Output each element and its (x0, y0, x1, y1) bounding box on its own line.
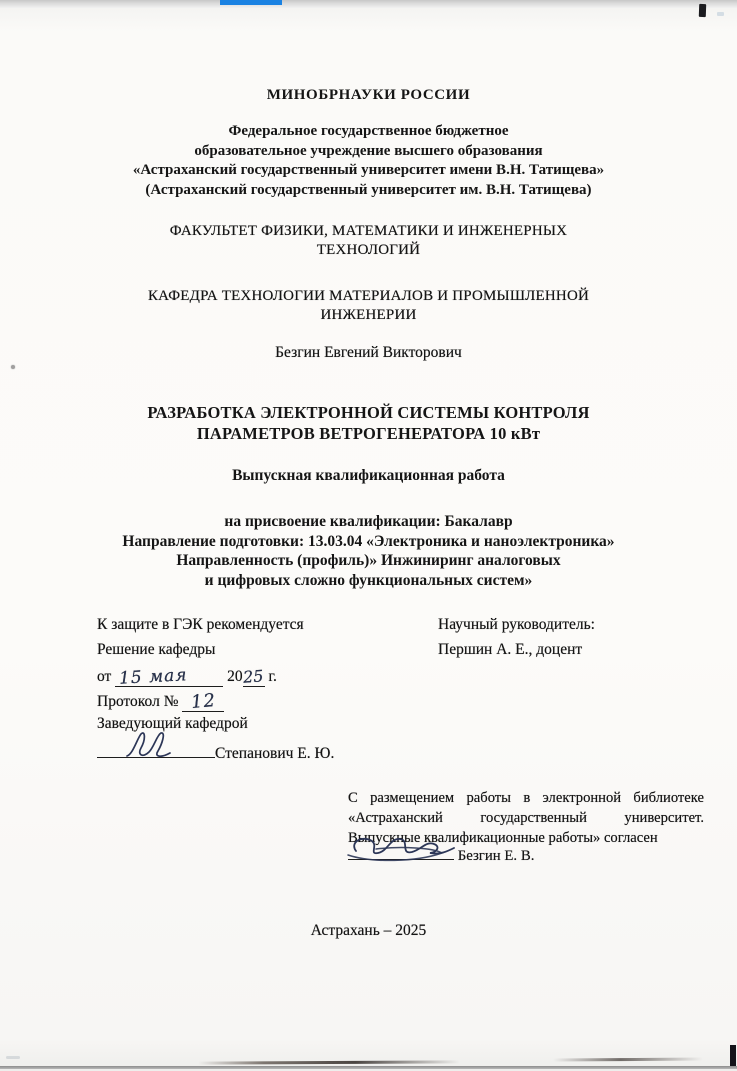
scan-top-bar-blue-segment (220, 0, 282, 5)
thesis-title-line: ПАРАМЕТРОВ ВЕТРОГЕНЕРАТОРА 10 кВт (196, 424, 541, 443)
protocol-number-field (182, 690, 224, 712)
institution-line: Федеральное государственное бюджетное (228, 123, 509, 139)
qualification-line: Направленность (профиль)» Инжиниринг аналоговых (176, 552, 561, 569)
supervisor-name: Першин А. Е., доцент (438, 640, 583, 658)
year-suffix-label: г. (268, 667, 277, 685)
qualification-line: и цифровых сложно функциональных систем» (204, 571, 533, 589)
institution-line: образовательное учреждение высшего образования (194, 142, 543, 159)
thesis-title (30, 402, 707, 444)
approval-decision-line: Решение кафедры (97, 640, 216, 658)
approval-head-signature-line (97, 740, 427, 765)
date-handwritten-field (115, 666, 223, 687)
approval-head-label-line: Заведующий кафедрой (97, 715, 248, 733)
department-line: КАФЕДРА ТЕХНОЛОГИИ МАТЕРИАЛОВ И ПРОМЫШЛЕННОЙ (147, 288, 590, 304)
institution-block (30, 122, 707, 200)
department-line: ИНЖЕНЕРИИ (320, 307, 417, 323)
ministry-heading: МИНОБРНАУКИ РОССИИ (266, 87, 471, 103)
protocol-label: Протокол № (97, 693, 179, 711)
scan-artifact-left-dot (11, 365, 15, 369)
consent-signature-line (348, 843, 534, 865)
thesis-title-line: РАЗРАБОТКА ЭЛЕКТРОННОЙ СИСТЕМЫ КОНТРОЛЯ (147, 403, 590, 422)
consent-author-name: Безгин Е. В. (457, 848, 535, 864)
date-prefix-label: от (97, 667, 112, 685)
qualification-line: на присвоение квалификации: Бакалавр (224, 513, 513, 530)
work-type: Выпускная квалификационная работа (232, 467, 505, 484)
approval-recommend-line: К защите в ГЭК рекомендуется (97, 616, 304, 633)
scan-artifact-bottom-smudge-left (6, 1056, 20, 1059)
approval-block (97, 616, 427, 765)
supervisor-block (438, 616, 708, 666)
date-handwritten-value: 15 мая (118, 664, 189, 689)
protocol-number-value: 12 (190, 690, 217, 714)
faculty-line: ТЕХНОЛОГИЙ (316, 242, 421, 258)
scan-artifact-bottom-smudge-center (198, 1060, 460, 1064)
department-block (30, 287, 707, 325)
faculty-line: ФАКУЛЬТЕТ ФИЗИКИ, МАТЕМАТИКИ И ИНЖЕНЕРНЫХ (169, 223, 568, 239)
year-handwritten-field (243, 666, 265, 687)
scan-artifact-bottom-right-bar (730, 1045, 736, 1066)
year-handwritten-value: 25 (242, 665, 265, 687)
qualification-line: Направление подготовки: 13.03.04 «Электроника и наноэлектроника» (122, 532, 615, 550)
scan-top-bar (0, 0, 737, 8)
qualification-block (30, 512, 707, 590)
scan-artifact-bottom-smudge-right (553, 1057, 703, 1061)
city-year-footer: Астрахань – 2025 (310, 922, 427, 939)
approval-date-line (97, 666, 427, 691)
approval-protocol-line (97, 690, 427, 715)
head-name: Степанович Е. Ю. (215, 744, 335, 762)
consent-paragraph: С размещением работы в электронной библиотеке «Астраханский государственный университет. Выпускные квалификационные работы» согласен (348, 790, 704, 846)
scan-artifact-top-right-faint-mark (717, 12, 724, 16)
year-printed-label: 20 (227, 667, 243, 685)
institution-line: «Астраханский государственный университет имени В.Н. Татищева» (132, 162, 605, 178)
scan-artifact-top-right-mark (699, 4, 706, 17)
scan-bottom-edge-line (0, 1066, 737, 1069)
author-name: Безгин Евгений Викторович (275, 344, 462, 361)
supervisor-label: Научный руководитель: (438, 616, 595, 633)
faculty-block (30, 222, 707, 260)
head-signature-field (97, 740, 215, 758)
institution-line: (Астраханский государственный университет им. В.Н. Татищева) (145, 181, 592, 198)
consent-signature-field (348, 843, 454, 860)
